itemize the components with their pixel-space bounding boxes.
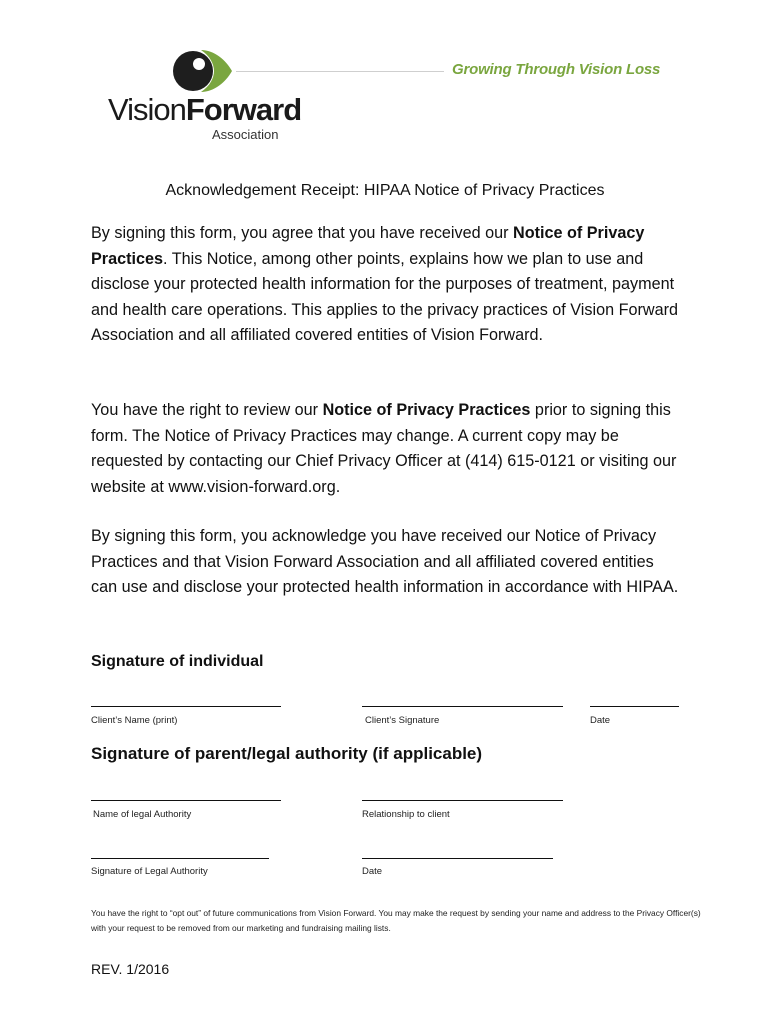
header-divider bbox=[236, 71, 444, 72]
authority-name-label: Name of legal Authority bbox=[93, 809, 192, 820]
p2-bold-notice: Notice of Privacy Practices bbox=[322, 401, 531, 419]
p2-text-end: prior to signing this form. The Notice of Privacy Practices may change. A current copy may be requested by contacting our Chief Privacy Officer at (414) 615-0121 or visiting our website at www.vision-forward.org. bbox=[91, 401, 677, 496]
relationship-line[interactable] bbox=[362, 800, 563, 801]
logo-wordmark bbox=[108, 94, 301, 125]
p2-text-start: You have the right to review our bbox=[91, 401, 323, 419]
paragraph-acknowledgement: By signing this form, you acknowledge you have received our Notice of Privacy Practices and that Vision Forward Association and all affiliated covered entities can use and disclose your protected health information in accordance with HIPAA. bbox=[91, 527, 679, 597]
opt-out-note: You have the right to “opt out” of future communications from Vision Forward. You may make the request by sending your name and address to the Privacy Officer(s) with your request to be removed from our marketing and fundraising mailing lists. bbox=[91, 908, 701, 933]
revision-label: REV. 1/2016 bbox=[91, 961, 170, 977]
logo-name-light: Vision bbox=[108, 92, 186, 127]
document-title: Acknowledgement Receipt: HIPAA Notice of Privacy Practices bbox=[165, 182, 605, 199]
authority-signature-line[interactable] bbox=[91, 858, 269, 859]
authority-signature-label: Signature of Legal Authority bbox=[91, 866, 208, 877]
p1-text-start: By signing this form, you agree that you have received our bbox=[91, 224, 514, 242]
client-name-line[interactable] bbox=[91, 706, 281, 707]
date-label: Date bbox=[590, 715, 611, 726]
date-line-parent[interactable] bbox=[362, 858, 553, 859]
signature-individual-heading: Signature of individual bbox=[91, 653, 264, 670]
date-label-parent: Date bbox=[362, 866, 383, 877]
paragraph-agreement bbox=[91, 221, 681, 349]
tagline: Growing Through Vision Loss bbox=[452, 61, 661, 78]
logo-name-bold: Forward bbox=[185, 92, 302, 127]
p1-text-end: . This Notice, among other points, explains how we plan to use and disclose your protected health information for the purposes of treatment, payment and health care operations. This applies to the privacy practices of Vision Forward Association and all affiliated covered entities of Vision Forward. bbox=[91, 249, 678, 345]
logo-subtitle: Association bbox=[212, 127, 279, 142]
client-name-label: Client’s Name (print) bbox=[91, 715, 178, 726]
signature-parent-heading: Signature of parent/legal authority (if applicable) bbox=[91, 744, 483, 763]
authority-name-line[interactable] bbox=[91, 800, 281, 801]
paragraph-right-to-review bbox=[91, 398, 681, 500]
client-signature-label: Client’s Signature bbox=[365, 715, 440, 726]
client-signature-line[interactable] bbox=[362, 706, 563, 707]
relationship-label: Relationship to client bbox=[362, 809, 450, 820]
date-line[interactable] bbox=[590, 706, 679, 707]
p1-bold-notice: Notice of Privacy Practices bbox=[91, 224, 645, 268]
eye-logo-icon bbox=[168, 46, 234, 96]
